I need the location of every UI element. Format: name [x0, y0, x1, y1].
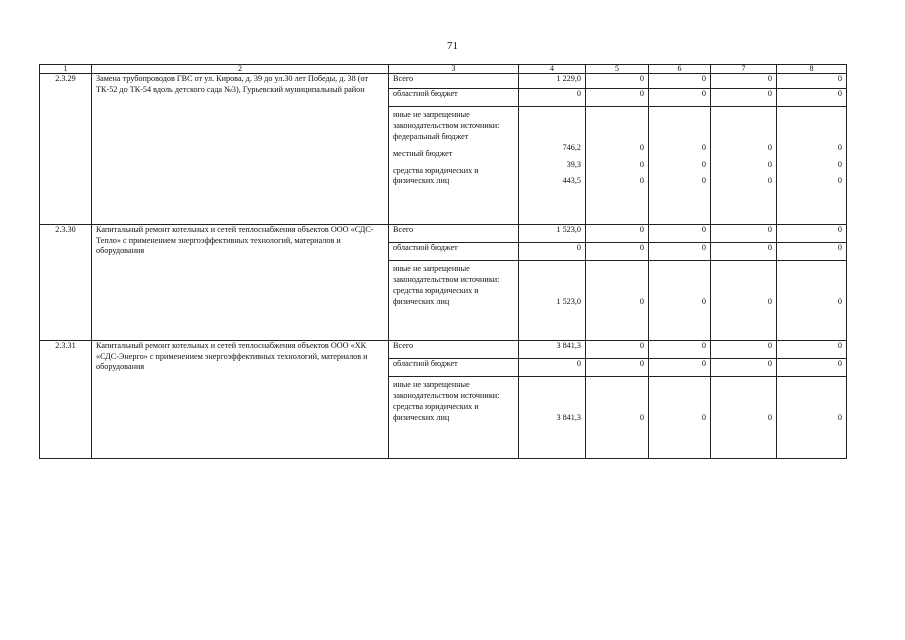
column-number: 8 [777, 65, 847, 74]
value-cell [519, 261, 586, 341]
value: 0 [767, 159, 772, 169]
value: 0 [767, 176, 772, 186]
value-cell [711, 261, 777, 341]
source-label: федеральный бюджет [393, 132, 469, 142]
value-cell: 0 [519, 89, 586, 107]
value: 0 [767, 143, 772, 152]
value-cell: 0 [777, 341, 847, 359]
value: 1 523,0 [556, 297, 581, 306]
value-cell: 0 [586, 243, 649, 261]
value-cell: 1 229,0 [519, 74, 586, 89]
column-number: 2 [92, 65, 389, 74]
column-number: 1 [40, 65, 92, 74]
value-cell [586, 107, 649, 225]
value: 0 [837, 297, 842, 306]
value-cell: 0 [519, 359, 586, 377]
source-label: Всего [389, 225, 519, 243]
value-cell [586, 261, 649, 341]
column-number: 6 [649, 65, 711, 74]
value-cell: 0 [777, 359, 847, 377]
source-label: средства юридических и физических лиц [393, 402, 479, 422]
source-label: областной бюджет [389, 89, 519, 107]
column-number: 3 [389, 65, 519, 74]
value: 0 [837, 413, 842, 422]
other-sources-cell [389, 377, 519, 459]
table-row [40, 225, 847, 243]
value-cell: 0 [649, 359, 711, 377]
item-code: 2.3.29 [40, 74, 92, 225]
value-cell: 0 [711, 243, 777, 261]
column-number: 4 [519, 65, 586, 74]
value-cell: 0 [777, 243, 847, 261]
column-number-row [40, 65, 847, 74]
value: 0 [701, 143, 706, 152]
value-cell [711, 377, 777, 459]
value-cell: 0 [649, 243, 711, 261]
value-cell: 0 [711, 359, 777, 377]
item-description: Капитальный ремонт котельных и сетей теплоснабжения объектов ООО «ХК «СДС-Энерго» с применением энергоэффективных технологий, материалов и оборудования [92, 341, 389, 459]
value: 0 [639, 297, 644, 306]
column-number: 7 [711, 65, 777, 74]
value-cell: 0 [711, 341, 777, 359]
value-cell [649, 377, 711, 459]
budget-table [39, 64, 847, 459]
value-cell: 0 [711, 89, 777, 107]
value-cell: 1 523,0 [519, 225, 586, 243]
value: 0 [837, 176, 842, 186]
other-sources-cell [389, 107, 519, 225]
value: 0 [837, 159, 842, 169]
value-cell [586, 377, 649, 459]
other-sources-header: иные не запрещенные законодательством источники: [393, 380, 500, 400]
value-cell: 0 [586, 341, 649, 359]
value-cell: 0 [586, 359, 649, 377]
value-cell [519, 377, 586, 459]
value-cell [711, 107, 777, 225]
source-label: Всего [389, 74, 519, 89]
value: 0 [701, 176, 706, 186]
value: 3 841,3 [556, 413, 581, 422]
value-cell: 0 [711, 74, 777, 89]
value-cell: 0 [777, 74, 847, 89]
column-number: 5 [586, 65, 649, 74]
value-cell: 0 [649, 74, 711, 89]
value-cell [519, 107, 586, 225]
value-cell: 0 [777, 225, 847, 243]
value-cell: 0 [777, 89, 847, 107]
value: 443,5 [562, 176, 581, 186]
source-label: Всего [389, 341, 519, 359]
source-label: средства юридических и физических лиц [393, 165, 479, 186]
other-sources-header: иные не запрещенные законодательством источники: [393, 264, 500, 284]
item-description: Капитальный ремонт котельных и сетей теплоснабжения объектов ООО «СДС-Тепло» с применением энергоэффективных технологий, материалов и оборудования [92, 225, 389, 341]
value: 0 [639, 143, 644, 152]
item-code: 2.3.30 [40, 225, 92, 341]
value-cell: 0 [586, 74, 649, 89]
value: 0 [639, 159, 644, 169]
value-cell: 0 [649, 89, 711, 107]
page-number: 71 [447, 40, 458, 52]
value-cell: 0 [649, 341, 711, 359]
value: 746,2 [562, 143, 581, 152]
value: 0 [639, 413, 644, 422]
item-description: Замена трубопроводов ГВС от ул. Кирова, д. 39 до ул.30 лет Победы, д. 38 (от ТК-52 до ТК-54 вдоль детского сада №3), Гурьевский муниципальный район [92, 74, 389, 225]
value-cell: 0 [586, 225, 649, 243]
value-cell [777, 261, 847, 341]
value: 0 [701, 297, 706, 306]
value: 0 [639, 176, 644, 186]
item-code: 2.3.31 [40, 341, 92, 459]
source-label: местный бюджет [393, 148, 453, 158]
value: 39,3 [566, 159, 581, 169]
value: 0 [701, 413, 706, 422]
source-label: средства юридических и физических лиц [393, 286, 479, 306]
value-cell: 0 [649, 225, 711, 243]
value-cell: 3 841,3 [519, 341, 586, 359]
value-cell [777, 107, 847, 225]
other-sources-cell [389, 261, 519, 341]
value-cell [777, 377, 847, 459]
value-cell: 0 [519, 243, 586, 261]
value-cell [649, 107, 711, 225]
value: 0 [701, 159, 706, 169]
value: 0 [767, 297, 772, 306]
value: 0 [767, 413, 772, 422]
source-label: областной бюджет [389, 359, 519, 377]
value: 0 [837, 143, 842, 152]
source-label: областной бюджет [389, 243, 519, 261]
table-row [40, 341, 847, 359]
value-cell: 0 [711, 225, 777, 243]
value-cell: 0 [586, 89, 649, 107]
table-row [40, 74, 847, 89]
value-cell [649, 261, 711, 341]
other-sources-header: иные не запрещенные законодательством источники: [393, 110, 500, 130]
